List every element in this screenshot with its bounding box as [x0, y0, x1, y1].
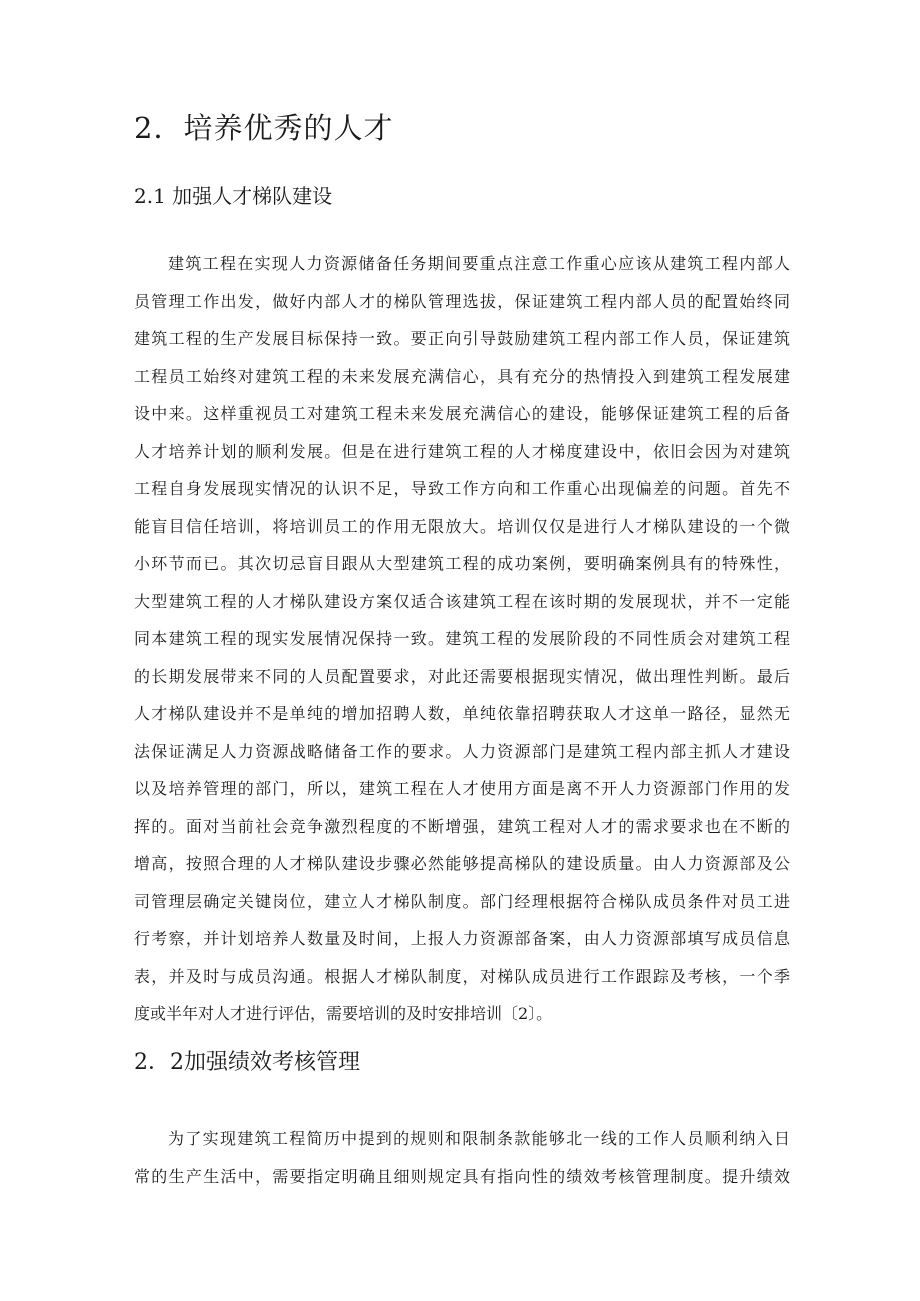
text-line: 设中来。这样重视员工对建筑工程未来发展充满信心的建设，能够保证建筑工程的后备 [134, 404, 790, 423]
text-line: 员管理工作出发，做好内部人才的梯队管理选拔，保证建筑工程内部人员的配置始终同 [134, 291, 790, 311]
text-line: 建筑工程的生产发展目标保持一致。要正向引导鼓励建筑工程内部工作人员，保证建筑 [134, 329, 790, 348]
text-line: 的长期发展带来不同的人员配置要求，对此还需要根据现实情况，做出理性判断。最后 [134, 666, 790, 686]
text-line: 以及培养管理的部门，所以，建筑工程在人才使用方面是离不开人力资源部门作用的发 [134, 779, 790, 798]
text-line: 表，并及时与成员沟通。根据人才梯队制度，对梯队成员进行工作跟踪及考核，一个季 [134, 966, 790, 986]
text-line: 为了实现建筑工程简历中提到的规则和限制条款能够北一线的工作人员顺利纳入日 [168, 1129, 790, 1148]
text-line: 度或半年对人才进行评估，需要培训的及时安排培训〔2〕。 [134, 1004, 553, 1023]
paragraph-talent-echelon [134, 245, 790, 1033]
text-line: 司管理层确定关键岗位，建立人才梯队制度。部门经理根据符合梯队成员条件对员工进 [134, 891, 790, 911]
subsection-title-2-2: 2．2加强绩效考核管理 [134, 1050, 360, 1075]
text-line: 能盲目信任培训，将培训员工的作用无限放大。培训仅仅是进行人才梯队建设的一个微 [134, 516, 790, 536]
paragraph-performance-appraisal [134, 1120, 790, 1195]
text-line: 挥的。面对当前社会竞争激烈程度的不断增强，建筑工程对人才的需求要求也在不断的 [134, 816, 790, 836]
text-line: 小环节而已。其次切忌盲目跟从大型建筑工程的成功案例，要明确案例具有的特殊性， [134, 554, 790, 573]
text-line: 同本建筑工程的现实发展情况保持一致。建筑工程的发展阶段的不同性质会对建筑工程 [134, 629, 790, 648]
text-line: 人才梯队建设并不是单纯的增加招聘人数，单纯依靠招聘获取人才这单一路径，显然无 [134, 704, 790, 723]
text-line: 工程自身发展现实情况的认识不足，导致工作方向和工作重心出现偏差的问题。首先不 [134, 479, 790, 498]
text-line: 建筑工程在实现人力资源储备任务期间要重点注意工作重心应该从建筑工程内部人 [168, 254, 790, 273]
text-line: 常的生产生活中，需要指定明确且细则规定具有指向性的绩效考核管理制度。提升绩效 [134, 1166, 790, 1186]
text-line: 行考察，并计划培养人数量及时间，上报人力资源部备案，由人力资源部填写成员信息 [134, 929, 790, 948]
subsection-title-2-1: 2.1 加强人才梯队建设 [134, 184, 333, 208]
text-line: 工程员工始终对建筑工程的未来发展充满信心，具有充分的热情投入到建筑工程发展建 [134, 366, 790, 386]
section-title: 2．培养优秀的人才 [134, 111, 394, 145]
text-line: 增高，按照合理的人才梯队建设步骤必然能够提高梯队的建设质量。由人力资源部及公 [134, 854, 790, 873]
text-line: 大型建筑工程的人才梯队建设方案仅适合该建筑工程在该时期的发展现状，并不一定能 [134, 591, 790, 611]
text-line: 法保证满足人力资源战略储备工作的要求。人力资源部门是建筑工程内部主抓人才建设 [134, 741, 790, 761]
text-line: 人才培养计划的顺利发展。但是在进行建筑工程的人才梯度建设中，依旧会因为对建筑 [134, 441, 790, 461]
